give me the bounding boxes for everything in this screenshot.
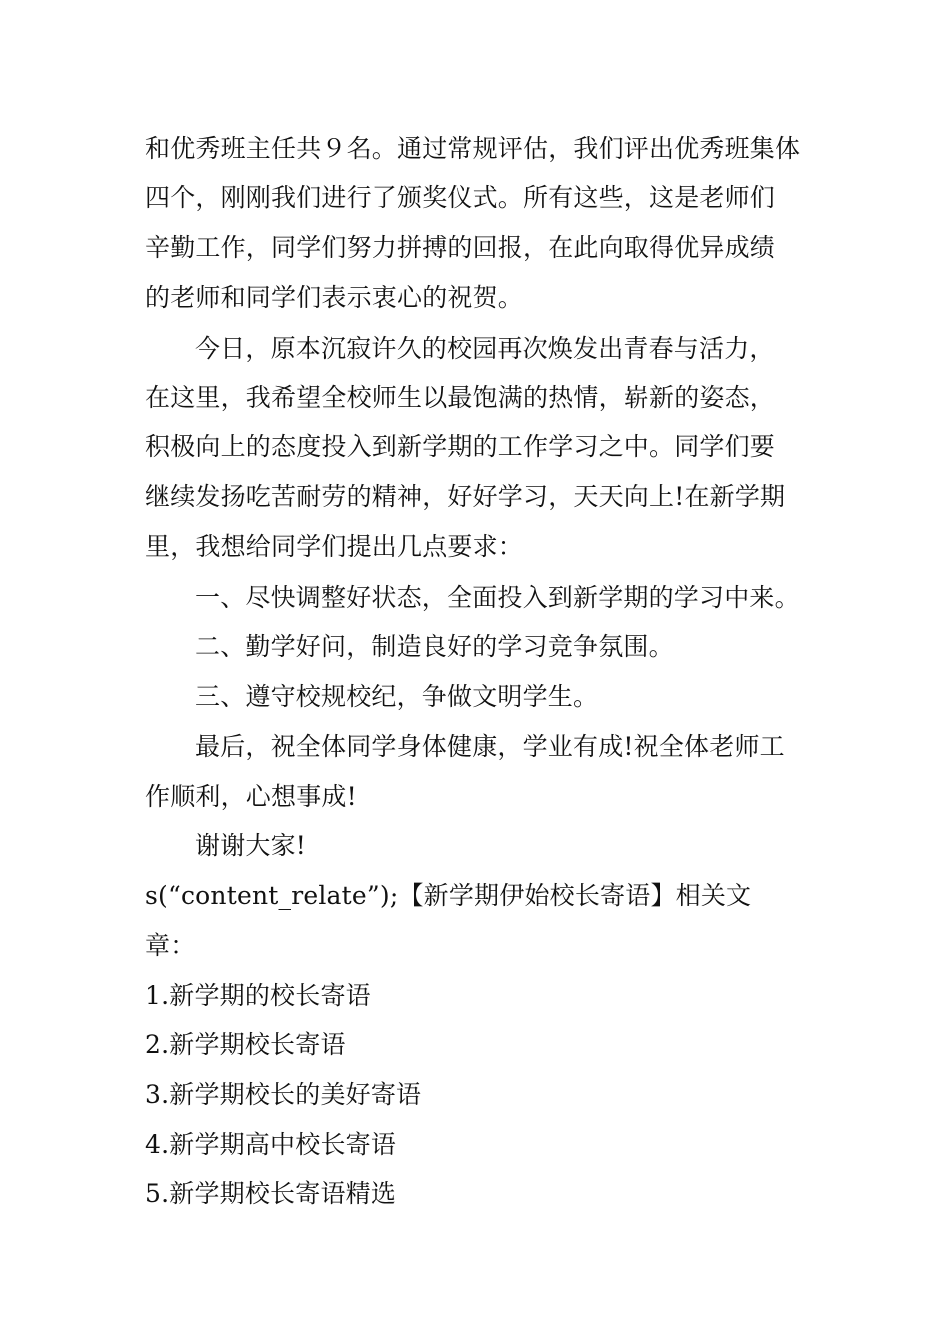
list-item: 三、遵守校规校纪，争做文明学生。 [195,682,599,711]
related-article-link[interactable]: 5.新学期校长寄语精选 [145,1179,397,1208]
paragraph-line: 最后，祝全体同学身体健康，学业有成!祝全体老师工 [195,732,785,761]
related-header-line: s(“content_relate”);【新学期伊始校长寄语】相关文 [145,881,752,910]
paragraph-line: 和优秀班主任共９名。通过常规评估，我们评出优秀班集体 [145,134,801,163]
related-article-link[interactable]: 4.新学期高中校长寄语 [145,1130,397,1159]
paragraph-line: 的老师和同学们表示衷心的祝贺。 [145,283,524,312]
closing-line: 谢谢大家! [195,831,307,860]
paragraph-line: 积极向上的态度投入到新学期的工作学习之中。同学们要 [145,432,776,461]
list-item: 二、勤学好问，制造良好的学习竞争氛围。 [195,632,674,661]
paragraph-line: 里，我想给同学们提出几点要求： [145,532,524,561]
related-header-line: 章： [145,931,196,960]
list-item: 一、尽快调整好状态，全面投入到新学期的学习中来。 [195,583,800,612]
paragraph-line: 辛勤工作，同学们努力拼搏的回报，在此向取得优异成绩 [145,233,776,262]
paragraph-line: 四个，刚刚我们进行了颁奖仪式。所有这些，这是老师们 [145,183,776,212]
paragraph-line: 在这里，我希望全校师生以最饱满的热情，崭新的姿态， [145,383,776,412]
related-article-link[interactable]: 2.新学期校长寄语 [145,1030,346,1059]
related-article-link[interactable]: 3.新学期校长的美好寄语 [145,1080,422,1109]
related-article-link[interactable]: 1.新学期的校长寄语 [145,981,371,1010]
paragraph-line: 今日，原本沉寂许久的校园再次焕发出青春与活力， [195,334,775,363]
paragraph-line: 继续发扬吃苦耐劳的精神，好好学习，天天向上!在新学期 [145,482,786,511]
paragraph-line: 作顺利，心想事成! [145,782,357,811]
